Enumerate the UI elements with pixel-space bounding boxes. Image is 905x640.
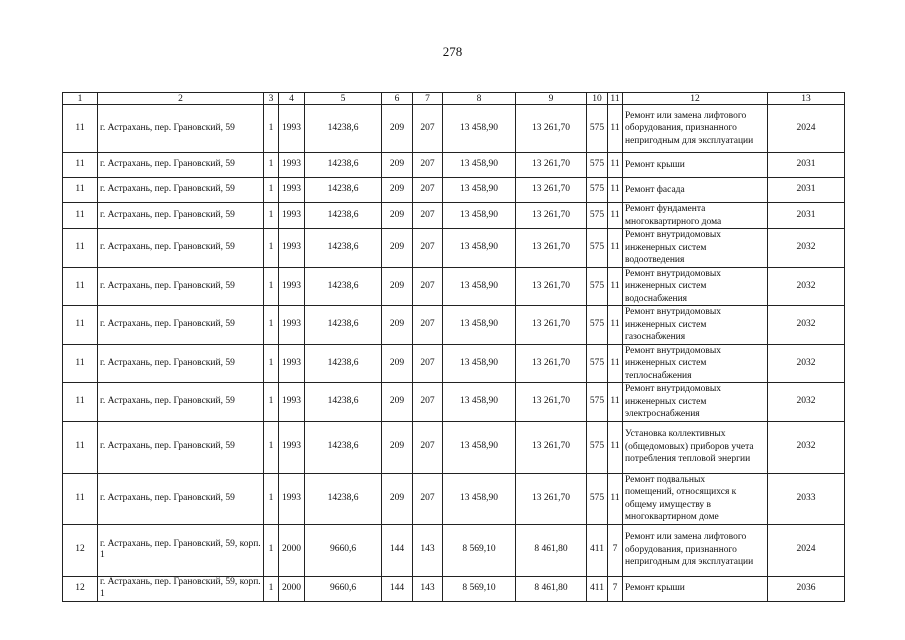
col-6-value: 209 <box>382 383 413 422</box>
total-area: 14238,6 <box>305 344 382 383</box>
col-6-value: 209 <box>382 306 413 345</box>
col-9-value: 13 261,70 <box>516 473 587 524</box>
col-9-value: 13 261,70 <box>516 344 587 383</box>
col-3-value: 1 <box>264 153 279 178</box>
col-11-value: 11 <box>608 473 623 524</box>
col-7-value: 207 <box>413 344 443 383</box>
build-year: 1993 <box>279 178 305 203</box>
total-area: 14238,6 <box>305 421 382 473</box>
planned-year: 2032 <box>768 229 845 268</box>
repair-work-line: Ремонт внутридомовых <box>625 268 721 279</box>
col-header: 13 <box>768 93 845 105</box>
col-6-value: 209 <box>382 421 413 473</box>
col-9-value: 8 461,80 <box>516 576 587 601</box>
col-11-value: 11 <box>608 203 623 229</box>
table-row <box>63 229 845 268</box>
col-8-value: 8 569,10 <box>443 524 516 576</box>
col-header: 8 <box>443 93 516 105</box>
planned-year: 2032 <box>768 267 845 306</box>
col-header: 11 <box>608 93 623 105</box>
col-10-value: 575 <box>587 178 608 203</box>
row-number: 11 <box>63 229 98 268</box>
total-area: 14238,6 <box>305 473 382 524</box>
col-6-value: 209 <box>382 229 413 268</box>
col-11-value: 11 <box>608 344 623 383</box>
repair-work-type <box>623 524 768 576</box>
col-10-value: 575 <box>587 203 608 229</box>
col-header: 7 <box>413 93 443 105</box>
build-year: 1993 <box>279 105 305 153</box>
col-8-value: 13 458,90 <box>443 344 516 383</box>
total-area: 14238,6 <box>305 306 382 345</box>
table-row <box>63 203 845 229</box>
col-header: 10 <box>587 93 608 105</box>
col-10-value: 575 <box>587 383 608 422</box>
col-header: 2 <box>98 93 264 105</box>
col-9-value: 13 261,70 <box>516 229 587 268</box>
build-year: 1993 <box>279 383 305 422</box>
row-number: 11 <box>63 344 98 383</box>
col-7-value: 207 <box>413 306 443 345</box>
repair-work-line: непригодным для эксплуатации <box>625 557 754 568</box>
repair-work-line: водоснабжения <box>625 293 688 304</box>
total-area: 14238,6 <box>305 178 382 203</box>
repair-work-line: инженерных систем <box>625 396 707 407</box>
col-3-value: 1 <box>264 203 279 229</box>
col-11-value: 7 <box>608 524 623 576</box>
repair-work-line: Ремонт или замена лифтового <box>625 110 747 121</box>
address: г. Астрахань, пер. Грановский, 59 <box>98 306 264 345</box>
table-row <box>63 178 845 203</box>
address: г. Астрахань, пер. Грановский, 59 <box>98 267 264 306</box>
total-area: 14238,6 <box>305 229 382 268</box>
build-year: 2000 <box>279 576 305 601</box>
col-7-value: 207 <box>413 383 443 422</box>
repair-work-line: водоотведения <box>625 255 685 265</box>
row-number: 11 <box>63 105 98 153</box>
planned-year: 2031 <box>768 203 845 229</box>
col-6-value: 209 <box>382 473 413 524</box>
col-6-value: 144 <box>382 576 413 601</box>
col-11-value: 11 <box>608 229 623 268</box>
build-year: 1993 <box>279 267 305 306</box>
address: г. Астрахань, пер. Грановский, 59 <box>98 203 264 229</box>
col-8-value: 13 458,90 <box>443 267 516 306</box>
col-9-value: 13 261,70 <box>516 306 587 345</box>
row-number: 11 <box>63 153 98 178</box>
col-9-value: 13 261,70 <box>516 105 587 153</box>
col-11-value: 7 <box>608 576 623 601</box>
row-number: 11 <box>63 178 98 203</box>
row-number: 11 <box>63 203 98 229</box>
col-7-value: 143 <box>413 524 443 576</box>
col-11-value: 11 <box>608 267 623 306</box>
repair-work-line: Ремонт крыши <box>625 583 685 594</box>
col-7-value: 207 <box>413 473 443 524</box>
table-row <box>63 306 845 345</box>
repair-work-line: оборудования, признанного <box>625 544 737 555</box>
col-header: 9 <box>516 93 587 105</box>
page-number: 278 <box>442 44 463 59</box>
col-header: 12 <box>623 93 768 105</box>
table-row <box>63 383 845 422</box>
col-10-value: 575 <box>587 153 608 178</box>
total-area: 14238,6 <box>305 383 382 422</box>
col-3-value: 1 <box>264 383 279 422</box>
planned-year: 2031 <box>768 153 845 178</box>
col-3-value: 1 <box>264 178 279 203</box>
repair-work-type <box>623 203 768 229</box>
repair-work-line: Установка коллективных <box>625 429 726 440</box>
repair-work-line: электроснабжения <box>625 409 700 419</box>
repair-work-line: (общедомовых) приборов учета <box>625 441 754 452</box>
col-3-value: 1 <box>264 344 279 383</box>
col-3-value: 1 <box>264 421 279 473</box>
repair-work-line: теплоснабжения <box>625 370 692 381</box>
col-10-value: 411 <box>587 576 608 601</box>
build-year: 1993 <box>279 203 305 229</box>
table-row <box>63 267 845 306</box>
col-8-value: 13 458,90 <box>443 153 516 178</box>
planned-year: 2036 <box>768 576 845 601</box>
col-11-value: 11 <box>608 178 623 203</box>
col-6-value: 209 <box>382 344 413 383</box>
col-6-value: 209 <box>382 153 413 178</box>
col-7-value: 207 <box>413 267 443 306</box>
planned-year: 2032 <box>768 421 845 473</box>
table-row <box>63 421 845 473</box>
planned-year: 2032 <box>768 344 845 383</box>
col-7-value: 207 <box>413 421 443 473</box>
repair-work-line: потребления тепловой энергии <box>625 454 751 465</box>
row-number: 11 <box>63 267 98 306</box>
col-header: 3 <box>264 93 279 105</box>
total-area: 14238,6 <box>305 267 382 306</box>
col-11-value: 11 <box>608 421 623 473</box>
repair-work-line: помещений, относящихся к <box>625 487 737 497</box>
col-10-value: 575 <box>587 421 608 473</box>
repair-work-line: Ремонт внутридомовых <box>625 230 721 240</box>
row-number: 11 <box>63 383 98 422</box>
col-10-value: 575 <box>587 267 608 306</box>
repair-work-type <box>623 229 768 268</box>
col-7-value: 207 <box>413 153 443 178</box>
col-8-value: 13 458,90 <box>443 203 516 229</box>
repair-work-line: Ремонт внутридомовых <box>625 345 721 356</box>
address: г. Астрахань, пер. Грановский, 59 <box>98 473 264 524</box>
col-10-value: 575 <box>587 344 608 383</box>
total-area: 14238,6 <box>305 203 382 229</box>
col-header: 4 <box>279 93 305 105</box>
col-8-value: 13 458,90 <box>443 306 516 345</box>
repair-work-line: Ремонт крыши <box>625 159 685 170</box>
col-6-value: 209 <box>382 178 413 203</box>
repair-work-line: газоснабжения <box>625 332 686 342</box>
col-8-value: 13 458,90 <box>443 383 516 422</box>
row-number: 11 <box>63 421 98 473</box>
col-11-value: 11 <box>608 306 623 345</box>
address: г. Астрахань, пер. Грановский, 59, корп. 1 <box>98 524 264 576</box>
planned-year: 2032 <box>768 306 845 345</box>
repair-work-line: Ремонт внутридомовых <box>625 384 721 394</box>
col-3-value: 1 <box>264 524 279 576</box>
repair-work-line: многоквартирного дома <box>625 216 722 227</box>
row-number: 11 <box>63 306 98 345</box>
col-11-value: 11 <box>608 383 623 422</box>
col-9-value: 13 261,70 <box>516 421 587 473</box>
col-3-value: 1 <box>264 306 279 345</box>
total-area: 9660,6 <box>305 576 382 601</box>
address: г. Астрахань, пер. Грановский, 59 <box>98 153 264 178</box>
address: г. Астрахань, пер. Грановский, 59 <box>98 344 264 383</box>
col-10-value: 575 <box>587 229 608 268</box>
row-number: 11 <box>63 473 98 524</box>
repair-work-line: инженерных систем <box>625 281 707 291</box>
repair-work-type <box>623 153 768 178</box>
build-year: 1993 <box>279 229 305 268</box>
repair-work-type <box>623 105 768 153</box>
col-10-value: 575 <box>587 473 608 524</box>
build-year: 1993 <box>279 421 305 473</box>
col-7-value: 143 <box>413 576 443 601</box>
repair-work-type <box>623 344 768 383</box>
build-year: 1993 <box>279 344 305 383</box>
repair-work-type <box>623 473 768 524</box>
repair-work-line: Ремонт или замена лифтового <box>625 532 747 543</box>
build-year: 1993 <box>279 153 305 178</box>
col-10-value: 575 <box>587 105 608 153</box>
planned-year: 2033 <box>768 473 845 524</box>
address: г. Астрахань, пер. Грановский, 59 <box>98 421 264 473</box>
col-6-value: 209 <box>382 105 413 153</box>
address: г. Астрахань, пер. Грановский, 59 <box>98 105 264 153</box>
table-row <box>63 344 845 383</box>
build-year: 2000 <box>279 524 305 576</box>
col-3-value: 1 <box>264 576 279 601</box>
repair-work-type <box>623 306 768 345</box>
table-row <box>63 473 845 524</box>
repair-work-type <box>623 576 768 601</box>
planned-year: 2032 <box>768 383 845 422</box>
column-number-row <box>63 93 845 105</box>
col-7-value: 207 <box>413 105 443 153</box>
repair-work-line: Ремонт фундамента <box>625 204 706 214</box>
repair-work-line: непригодным для эксплуатации <box>625 135 754 146</box>
col-10-value: 575 <box>587 306 608 345</box>
col-8-value: 13 458,90 <box>443 229 516 268</box>
table-row <box>63 105 845 153</box>
total-area: 9660,6 <box>305 524 382 576</box>
repair-work-type <box>623 178 768 203</box>
repair-work-line: Ремонт внутридомовых <box>625 307 721 317</box>
repair-work-line: инженерных систем <box>625 358 707 368</box>
col-9-value: 13 261,70 <box>516 383 587 422</box>
col-6-value: 144 <box>382 524 413 576</box>
col-8-value: 13 458,90 <box>443 105 516 153</box>
table-row <box>63 576 845 601</box>
col-header: 5 <box>305 93 382 105</box>
col-7-value: 207 <box>413 203 443 229</box>
planned-year: 2031 <box>768 178 845 203</box>
col-9-value: 8 461,80 <box>516 524 587 576</box>
col-9-value: 13 261,70 <box>516 267 587 306</box>
col-header: 1 <box>63 93 98 105</box>
col-8-value: 13 458,90 <box>443 178 516 203</box>
address: г. Астрахань, пер. Грановский, 59 <box>98 383 264 422</box>
repair-work-line: инженерных систем <box>625 242 707 253</box>
row-number: 12 <box>63 576 98 601</box>
repair-work-line: инженерных систем <box>625 319 707 330</box>
col-3-value: 1 <box>264 267 279 306</box>
planned-year: 2024 <box>768 105 845 153</box>
table-row <box>63 153 845 178</box>
col-7-value: 207 <box>413 178 443 203</box>
total-area: 14238,6 <box>305 153 382 178</box>
col-3-value: 1 <box>264 473 279 524</box>
address: г. Астрахань, пер. Грановский, 59 <box>98 178 264 203</box>
repair-work-type <box>623 267 768 306</box>
col-8-value: 8 569,10 <box>443 576 516 601</box>
col-11-value: 11 <box>608 105 623 153</box>
col-10-value: 411 <box>587 524 608 576</box>
repair-work-line: Ремонт фасада <box>625 184 685 195</box>
total-area: 14238,6 <box>305 105 382 153</box>
col-8-value: 13 458,90 <box>443 473 516 524</box>
col-9-value: 13 261,70 <box>516 203 587 229</box>
repair-work-line: многоквартирном доме <box>625 512 719 522</box>
repair-work-line: Ремонт подвальных <box>625 474 706 485</box>
build-year: 1993 <box>279 473 305 524</box>
repair-work-type <box>623 421 768 473</box>
table-row <box>63 524 845 576</box>
repair-work-type <box>623 383 768 422</box>
col-11-value: 11 <box>608 153 623 178</box>
col-8-value: 13 458,90 <box>443 421 516 473</box>
col-7-value: 207 <box>413 229 443 268</box>
col-3-value: 1 <box>264 105 279 153</box>
address: г. Астрахань, пер. Грановский, 59 <box>98 229 264 268</box>
planned-year: 2024 <box>768 524 845 576</box>
repair-work-line: оборудования, признанного <box>625 123 737 134</box>
col-6-value: 209 <box>382 267 413 306</box>
repair-work-line: общему имуществу в <box>625 499 712 510</box>
row-number: 12 <box>63 524 98 576</box>
address: г. Астрахань, пер. Грановский, 59, корп. 1 <box>98 576 264 601</box>
col-6-value: 209 <box>382 203 413 229</box>
col-3-value: 1 <box>264 229 279 268</box>
capital-repair-table <box>62 92 845 602</box>
col-header: 6 <box>382 93 413 105</box>
build-year: 1993 <box>279 306 305 345</box>
col-9-value: 13 261,70 <box>516 153 587 178</box>
col-9-value: 13 261,70 <box>516 178 587 203</box>
